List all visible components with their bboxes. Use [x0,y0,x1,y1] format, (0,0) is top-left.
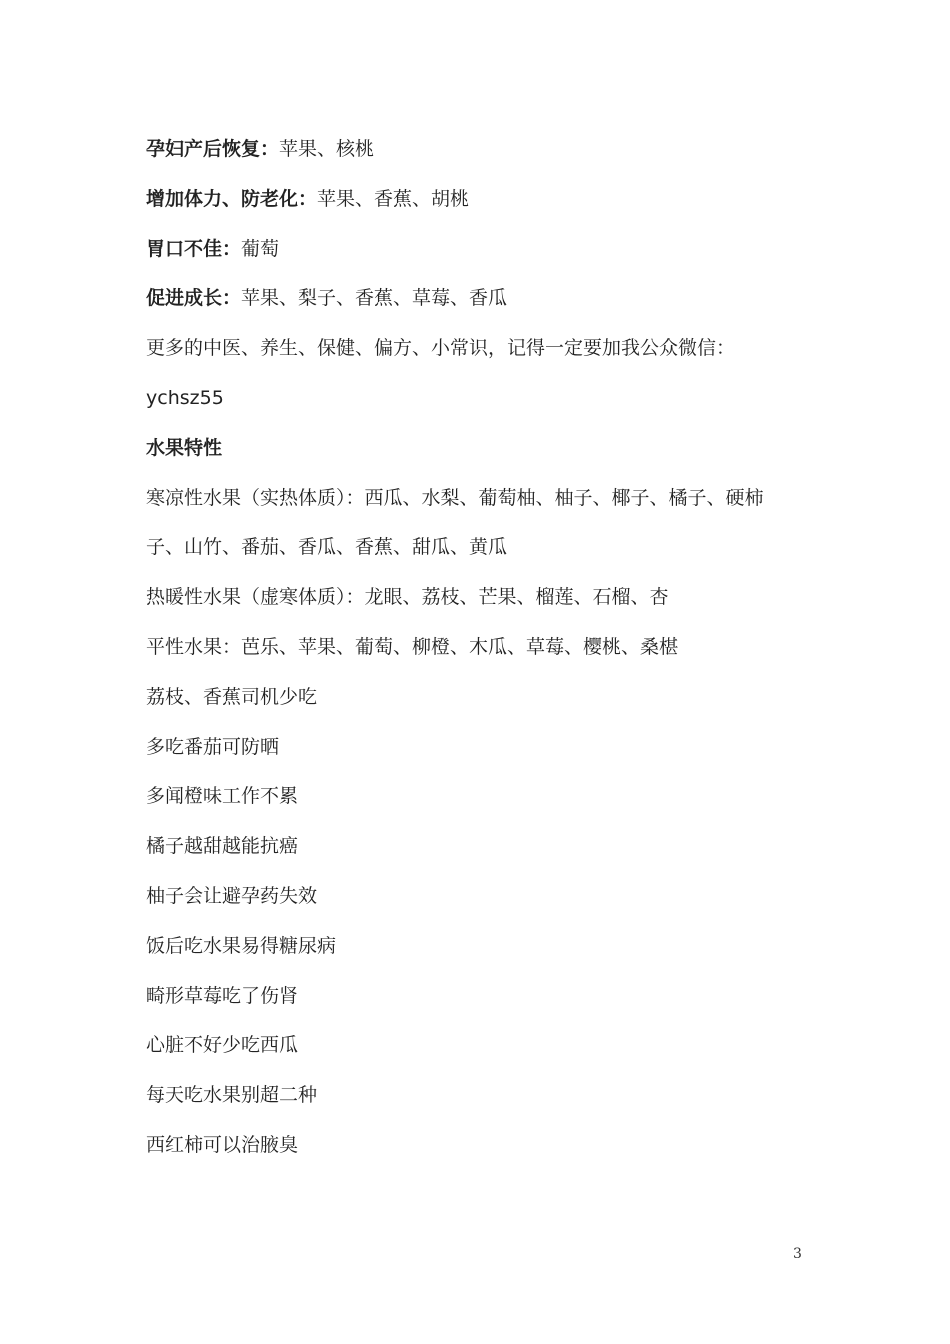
text-line-tip: 饭后吃水果易得糖尿病 [146,934,337,957]
text-line-tip: 每天吃水果别超二种 [146,1084,318,1107]
text-line-tip: 多闻橙味工作不累 [146,785,299,808]
text-line-promote-growth [146,274,826,324]
line-label: 胃口不佳： [146,237,242,260]
text-line-neutral-fruits: 平性水果：芭乐、苹果、葡萄、柳橙、木瓜、草莓、樱桃、桑椹 [146,635,679,658]
text-line-wechat-id: ychsz55 [146,386,224,409]
line-text: 苹果、香蕉、胡桃 [317,187,470,210]
text-line-postpartum-recovery [146,125,826,175]
line-label: 增加体力、防老化： [146,187,318,210]
text-line-tip: 柚子会让避孕药失效 [146,884,318,907]
line-text: 苹果、核桃 [279,138,375,160]
text-line-warm-fruits: 热暖性水果（虚寒体质）：龙眼、荔枝、芒果、榴莲、石榴、杏 [146,586,669,609]
line-text: 葡萄 [241,237,280,260]
page-number: 3 [793,1246,802,1262]
text-line-cold-fruits: 寒凉性水果（实热体质）：西瓜、水梨、葡萄柚、柚子、椰子、橘子、硬柿 [146,486,764,509]
line-label: 促进成长： [146,287,242,310]
line-text: 苹果、梨子、香蕉、草莓、香瓜 [241,287,508,310]
text-line-tip: 西红柿可以治腋臭 [146,1133,299,1156]
text-line-poor-appetite [146,225,826,275]
text-line-tip: 多吃番茄可防晒 [146,735,280,758]
line-label: 孕妇产后恢复： [146,138,280,160]
document-body [146,125,826,1171]
section-heading-fruit-properties: 水果特性 [146,436,223,459]
text-line-tip: 畸形草莓吃了伤肾 [146,984,299,1007]
text-line-tip: 心脏不好少吃西瓜 [146,1034,299,1057]
text-line-cold-fruits-continued: 子、山竹、番茄、香瓜、香蕉、甜瓜、黄瓜 [146,536,508,559]
text-line-stamina-anti-aging [146,175,826,225]
text-line-tip: 橘子越甜越能抗癌 [146,835,299,858]
text-line-wechat-promo: 更多的中医、养生、保健、偏方、小常识，记得一定要加我公众微信： [146,337,736,360]
text-line-tip: 荔枝、香蕉司机少吃 [146,685,318,708]
